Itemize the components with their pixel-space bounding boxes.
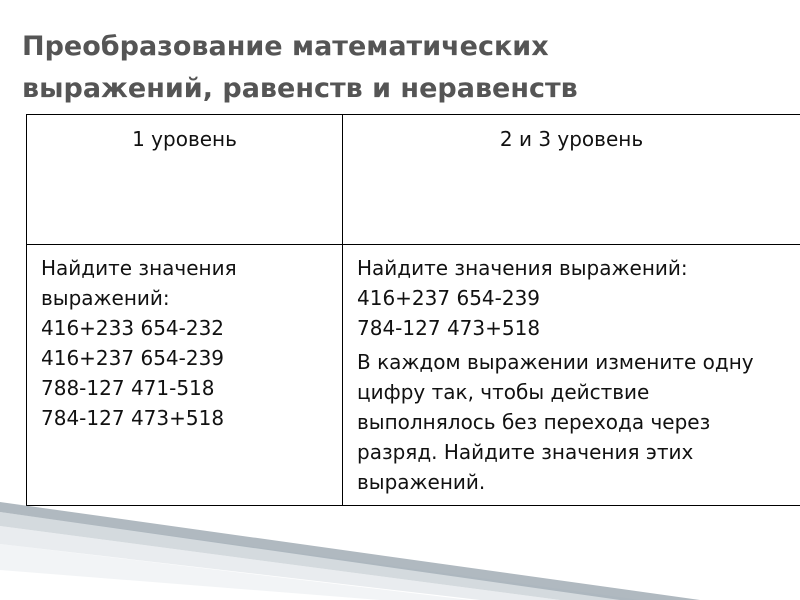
expression: 471-518 bbox=[130, 376, 215, 400]
expression: 473+518 bbox=[446, 316, 541, 340]
level-1-task-line: Найдите значения bbox=[41, 256, 237, 280]
expression: 473+518 bbox=[130, 406, 225, 430]
level-1-expression-row bbox=[41, 373, 330, 403]
expression: 788-127 bbox=[41, 376, 125, 400]
level-2-3-expression-row bbox=[357, 283, 788, 313]
table-header-row bbox=[27, 115, 800, 245]
level-1-expression-row bbox=[41, 313, 330, 343]
level-2-3-task: Найдите значения выражений: bbox=[357, 256, 688, 280]
expression: 416+237 bbox=[357, 286, 451, 310]
slide-title-line-2: выражений, равенств и неравенств bbox=[22, 73, 578, 104]
table-body-row bbox=[27, 245, 800, 506]
header-level-2-3 bbox=[343, 115, 800, 245]
slide-title-line-1: Преобразование математических bbox=[22, 31, 549, 62]
header-level-1 bbox=[27, 115, 343, 245]
level-2-3-cell bbox=[343, 245, 800, 506]
level-1-expression-row bbox=[41, 403, 330, 433]
instruction-line: разряд. Найдите значения этих bbox=[357, 440, 694, 464]
slide-title bbox=[22, 26, 782, 110]
expression: 654-239 bbox=[140, 346, 225, 370]
slide-decoration-swoosh bbox=[0, 500, 800, 600]
level-1-expression-row bbox=[41, 343, 330, 373]
expression: 654-232 bbox=[140, 316, 225, 340]
header-level-1-label: 1 уровень bbox=[132, 127, 237, 151]
instruction-line: В каждом выражении измените одну bbox=[357, 350, 754, 374]
level-2-3-expression-row bbox=[357, 313, 788, 343]
level-1-cell bbox=[27, 245, 343, 506]
level-2-3-instruction bbox=[357, 347, 788, 497]
expression: 784-127 bbox=[41, 406, 125, 430]
instruction-line: выражений. bbox=[357, 470, 486, 494]
expression: 416+233 bbox=[41, 316, 135, 340]
instruction-line: выполнялось без перехода через bbox=[357, 410, 711, 434]
header-level-2-3-label: 2 и 3 уровень bbox=[499, 127, 644, 151]
expression: 784-127 bbox=[357, 316, 441, 340]
expression: 654-239 bbox=[456, 286, 541, 310]
level-1-task-line: выражений: bbox=[41, 286, 170, 310]
instruction-line: цифру так, чтобы действие bbox=[357, 380, 650, 404]
levels-table bbox=[26, 114, 800, 506]
expression: 416+237 bbox=[41, 346, 135, 370]
